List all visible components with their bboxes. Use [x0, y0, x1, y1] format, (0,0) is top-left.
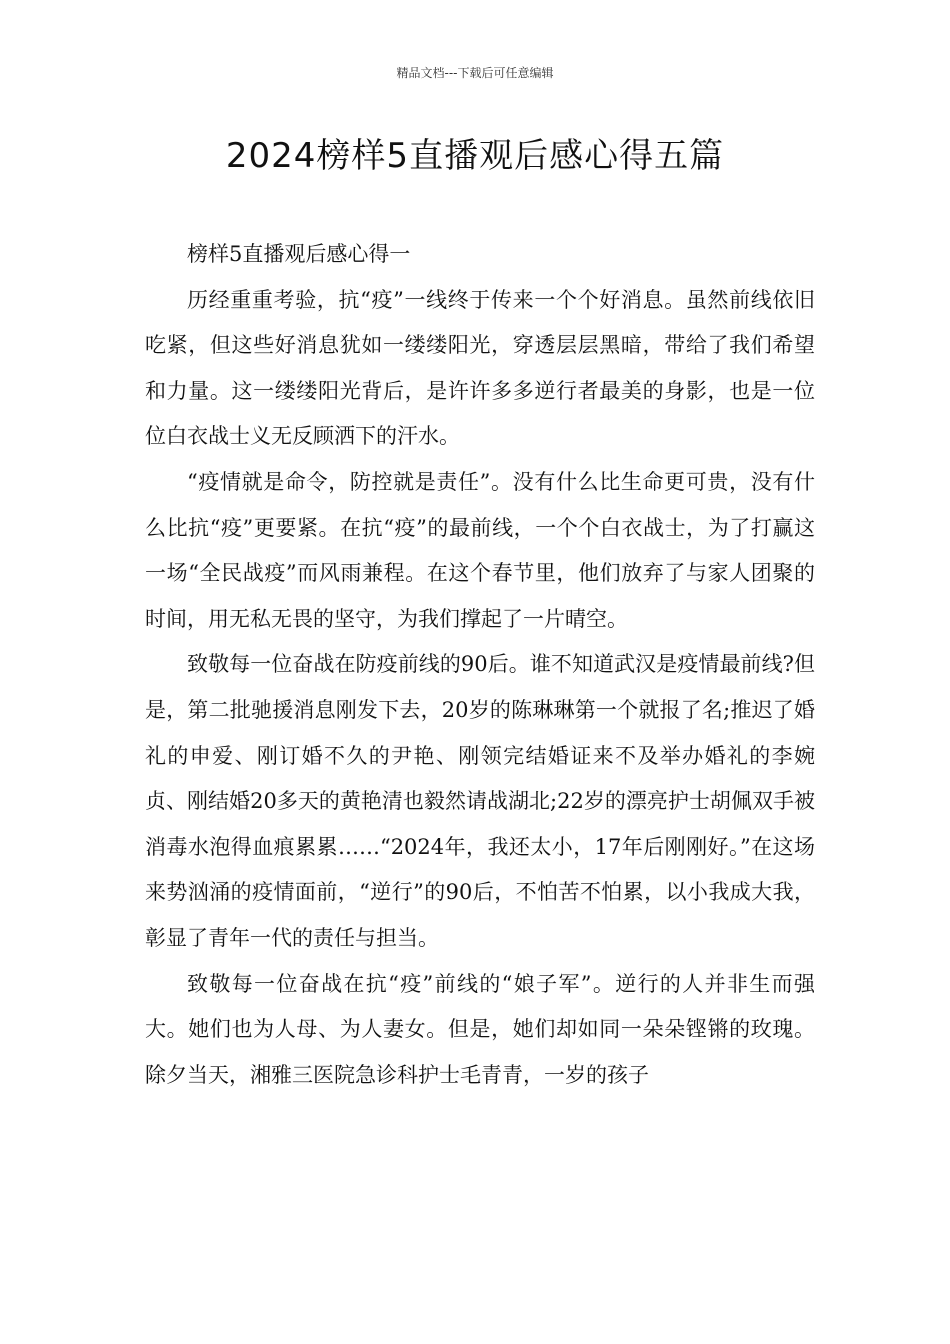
document-body	[145, 232, 815, 1098]
paragraph-4: 致敬每一位奋战在抗“疫”前线的“娘子军”。逆行的人并非生而强大。她们也为人母、为人妻女。但是，她们却如同一朵朵铿锵的玫瑰。除夕当天，湘雅三医院急诊科护士毛青青，一岁的孩子	[145, 971, 815, 1087]
header-note: 精品文档---下载后可任意编辑	[396, 66, 554, 80]
document-title: 2024榜样5直播观后感心得五篇	[225, 136, 725, 176]
paragraph-2: “疫情就是命令，防控就是责任”。没有什么比生命更可贵，没有什么比抗“疫”更要紧。在抗“疫”的最前线，一个个白衣战士，为了打赢这一场“全民战疫”而风雨兼程。在这个春节里，他们放弃了与家人团聚的时间，用无私无畏的坚守，为我们撑起了一片晴空。	[145, 469, 815, 631]
paragraph-1: 历经重重考验，抗“疫”一线终于传来一个个好消息。虽然前线依旧吃紧，但这些好消息犹如一缕缕阳光，穿透层层黑暗，带给了我们希望和力量。这一缕缕阳光背后，是许许多多逆行者最美的身影，也是一位位白衣战士义无反顾洒下的汗水。	[145, 287, 815, 449]
paragraph-3: 致敬每一位奋战在防疫前线的90后。谁不知道武汉是疫情最前线?但是，第二批驰援消息刚发下去，20岁的陈琳琳第一个就报了名;推迟了婚礼的申爱、刚订婚不久的尹艳、刚领完结婚证来不及举办婚礼的李婉贞、刚结婚20多天的黄艳清也毅然请战湖北;22岁的漂亮护士胡佩双手被消毒水泡得血痕累累……“2024年，我还太小，17年后刚刚好。”在这场来势汹涌的疫情面前，“逆行”的90后，不怕苦不怕累，以小我成大我，彰显了青年一代的责任与担当。	[145, 652, 815, 950]
section-heading: 榜样5直播观后感心得一	[187, 242, 411, 266]
